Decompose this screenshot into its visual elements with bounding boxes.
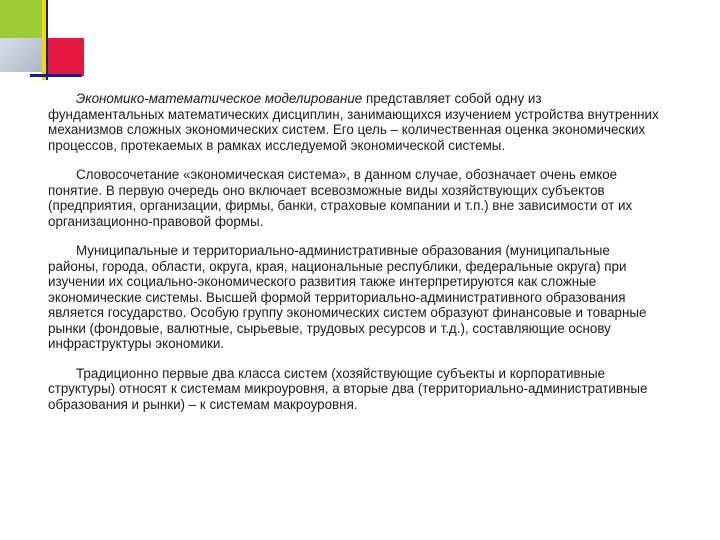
paragraph-4-text: Традиционно первые два класса систем (хозяйствующие субъекты и корпоративные структуры) относят к системам микроуровня, а вторые два (территориально-административные образования и рынки) – к системам макроуровня. — [48, 365, 648, 412]
decorative-grey-square — [0, 38, 44, 72]
paragraph-1-text: представляет собой одну из фундаментальных математических дисциплин, занимающихся изучением устройства внутренних механизмов сложных экономических систем. Его цель – количественная оценка экономических процессов, протекаемых в рамках исследуемой экономической системы. — [48, 91, 659, 153]
slide-body — [48, 91, 660, 426]
paragraph-1-term: Экономико-математическое моделирование — [76, 91, 363, 106]
decorative-green-square — [0, 0, 42, 42]
paragraph-4 — [48, 366, 660, 413]
decorative-blue-horizontal-line — [30, 74, 82, 77]
decorative-blue-vertical-line — [46, 0, 48, 80]
paragraph-2-text: Словосочетание «экономическая система», в данном случае, обозначает очень емкое понятие. В первую очередь оно включает всевозможные виды хозяйствующих субъектов (предприятия, организации, фирмы, банки, страховые компании и т.п.) вне зависимости от их организационно-правовой формы. — [48, 167, 633, 229]
decorative-red-square — [42, 38, 84, 76]
paragraph-3-text: Муниципальные и территориально-административные образования (муниципальные районы, города, области, округа, края, национальные республики, федеральные округа) при изучении их социально-экономического развития также интерпретируются как сложные экономические системы. Высшей формой территориально-административного образования является государство. Особую группу экономических систем образуют финансовые и товарные рынки (фондовые, валютные, сырьевые, трудовых ресурсов и т.д.), составляющие основу инфраструктуры экономики. — [48, 243, 647, 351]
paragraph-2 — [48, 167, 660, 229]
paragraph-1 — [48, 91, 660, 153]
paragraph-3 — [48, 243, 660, 352]
